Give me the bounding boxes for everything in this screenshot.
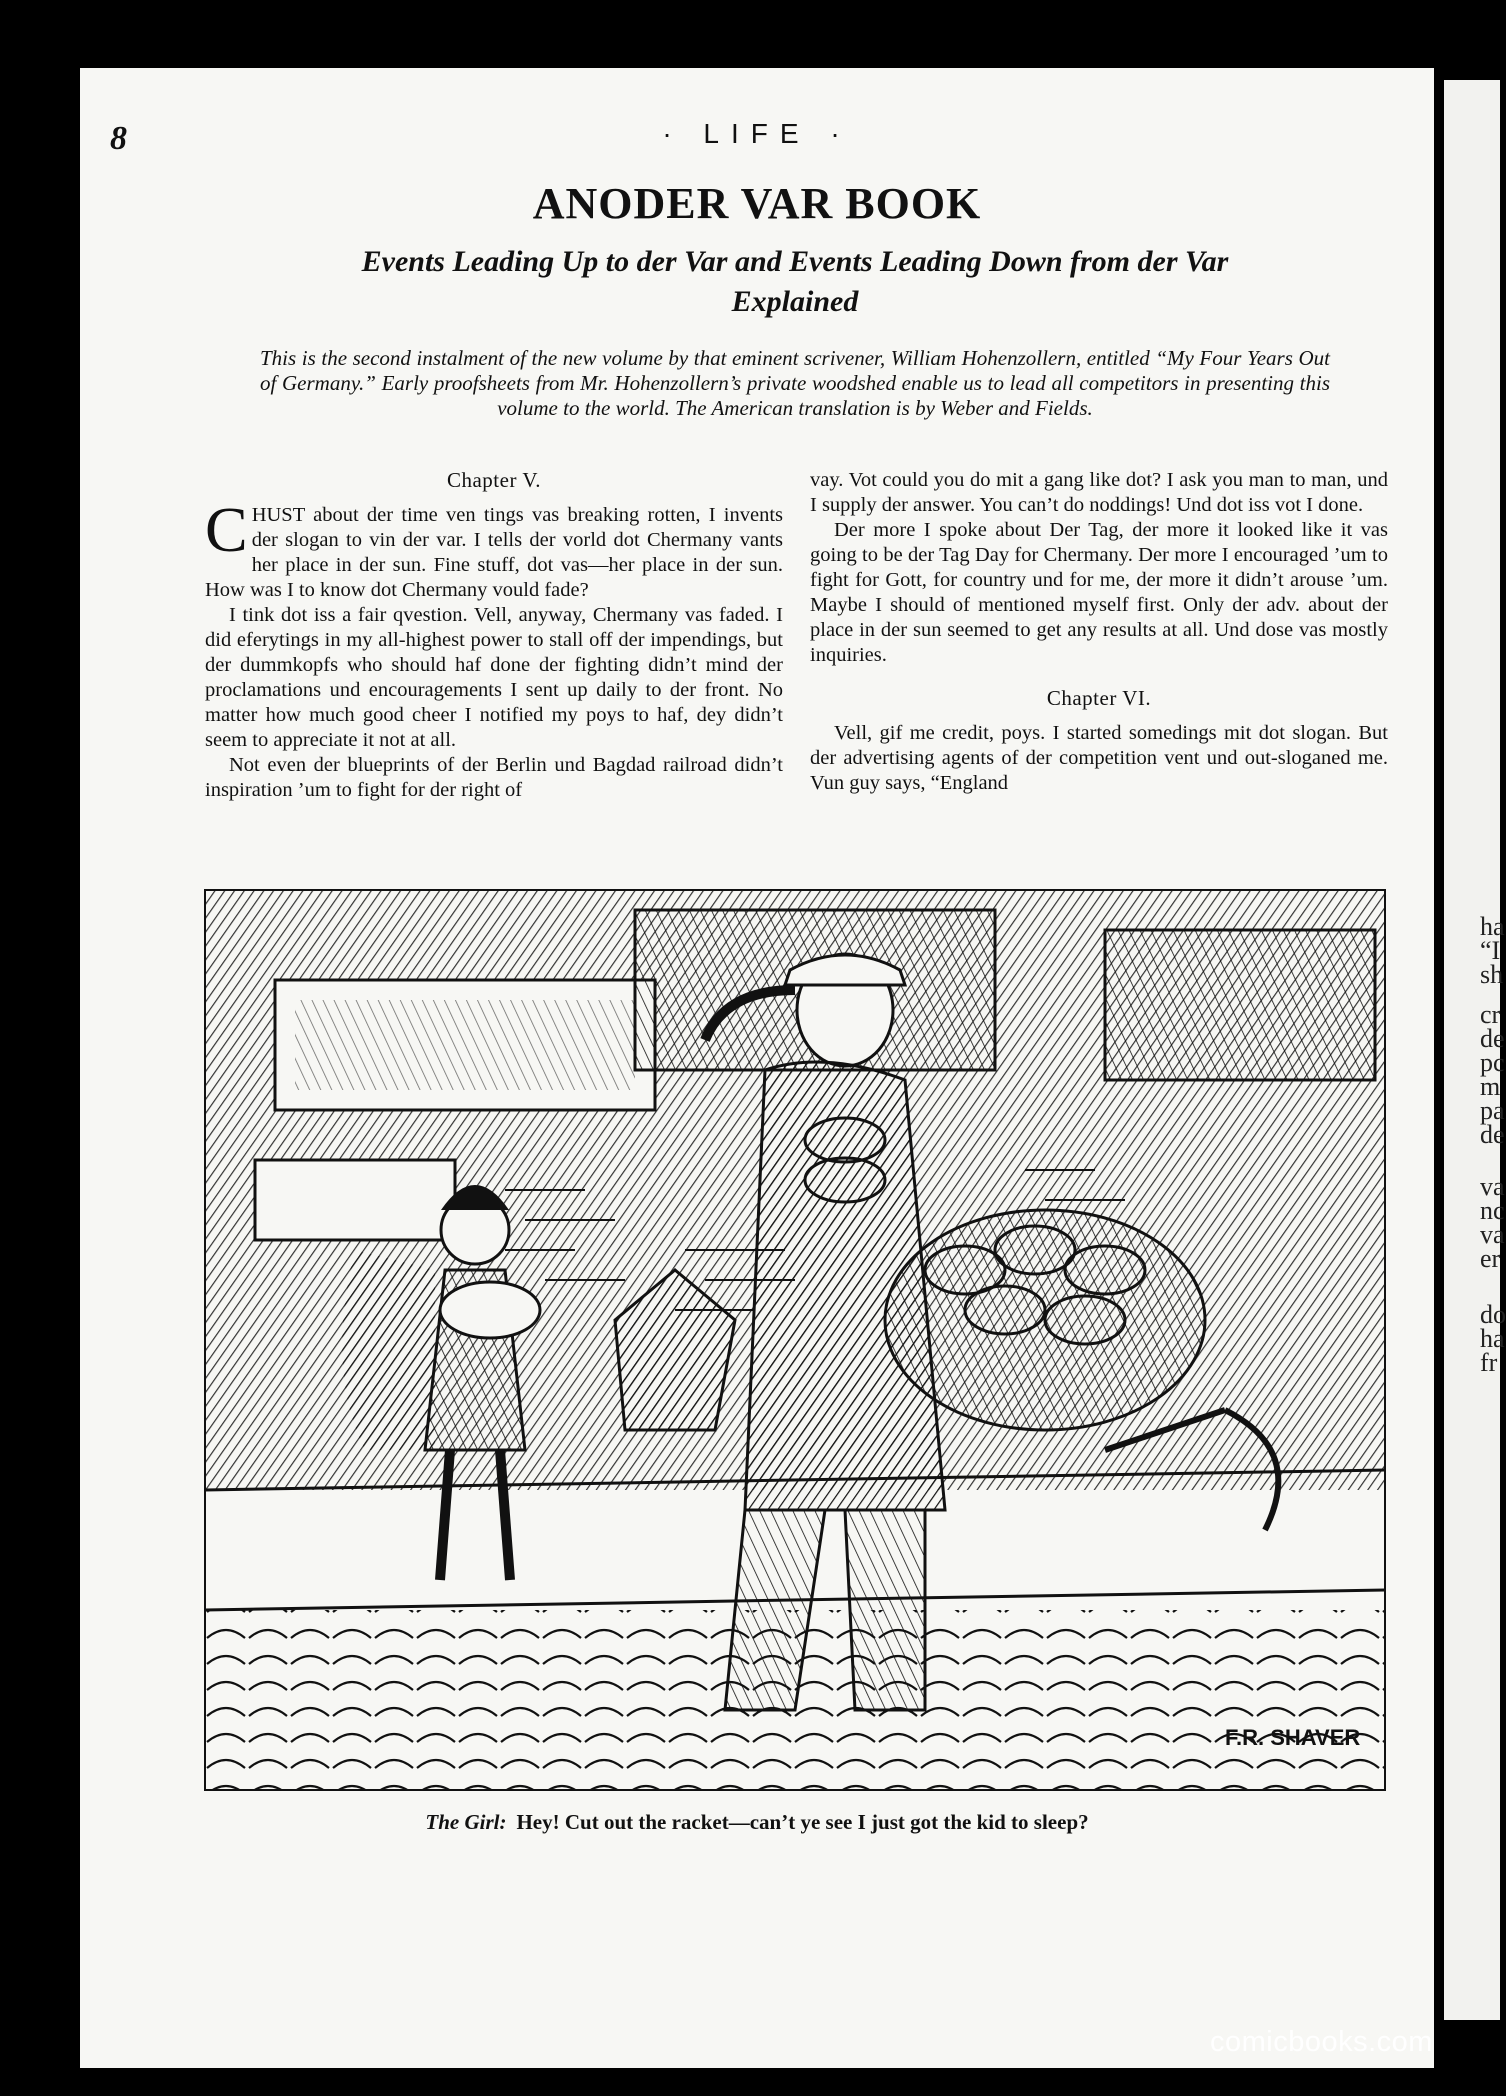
caption-text: Hey! Cut out the racket—can’t ye see I just got the kid to sleep? [516, 1810, 1089, 1834]
adjacent-fragment: er [1480, 1244, 1501, 1273]
adjacent-fragment: ha [1480, 1324, 1505, 1353]
article-intro: This is the second instalment of the new volume by that eminent scrivener, William Hohenzollern, entitled “My Four Years Out of Germany.” Early proofsheets from Mr. Hohenzollern’s private woodshed enable us to lead all competitors in presenting this volume to the world. The American translation is by Weber and Fields. [260, 346, 1330, 420]
paragraph: Not even der blueprints of der Berlin und Bagdad railroad didn’t inspiration ’um to fight for der right of [205, 754, 783, 801]
chapter-heading: Chapter V. [446, 468, 542, 492]
adjacent-fragment: pa [1480, 1096, 1505, 1125]
article-subtitle: Events Leading Up to der Var and Events Leading Down from der Var Explained [361, 245, 1229, 318]
adjacent-fragment: de [1480, 1024, 1505, 1053]
adjacent-fragment: sh [1480, 960, 1504, 989]
adjacent-fragment: fr [1480, 1348, 1498, 1377]
adjacent-fragment: de [1480, 1120, 1505, 1149]
article-title: ANODER VAR BOOK [532, 179, 982, 228]
running-head: · LIFE · [662, 118, 852, 149]
adjacent-fragment: va [1480, 1172, 1505, 1201]
paragraph: vay. Vot could you do mit a gang like dot? I ask you man to man, und I supply der answer. You can’t do noddings! Und dot iss vot I done. [810, 469, 1388, 516]
text-column-left [205, 468, 783, 803]
page-number: 8 [110, 120, 127, 157]
adjacent-fragment: ha [1480, 912, 1505, 941]
adjacent-fragment: pc [1480, 1048, 1505, 1077]
cartoon-drawing [205, 890, 1385, 1790]
chapter-heading: Chapter VI. [1046, 686, 1152, 710]
caption-speaker: The Girl: [425, 1810, 507, 1834]
drop-cap: C [205, 494, 248, 565]
adjacent-fragment: “I [1480, 936, 1501, 965]
watermark-text: comicbooks.com [1210, 2026, 1433, 2058]
adjacent-fragment: cr [1480, 1000, 1501, 1029]
cartoon-caption [80, 1810, 1434, 1835]
adjacent-fragment: m [1480, 1072, 1501, 1101]
paragraph: Der more I spoke about Der Tag, der more it looked like it vas going to be der Tag Day for Chermany. Der more I encouraged ’um to fight for Gott, for country und for me, der more it didn’t arouse ’um. Maybe I should of mentioned myself first. Only der adv. about der place in der sun seemed to get any results at all. Und dose vas mostly inquiries. [810, 519, 1388, 666]
text-column-right [810, 468, 1388, 796]
adjacent-fragment: nc [1480, 1196, 1505, 1225]
adjacent-fragment: do [1480, 1300, 1506, 1329]
artist-signature: F.R. SHAVER [1225, 1725, 1361, 1750]
paragraph: I tink dot iss a fair qvestion. Vell, anyway, Chermany vas faded. I did eferytings in my all-highest power to stall off der impendings, but der dummkopfs who should haf done der fighting didn’t mind der proclamations und encouragements I sent up daily to der front. No matter how much good cheer I notified my poys to haf, dey didn’t seem to appreciate it not at all. [205, 604, 783, 751]
adjacent-fragment: va [1480, 1220, 1505, 1249]
cartoon-illustration [205, 890, 1385, 1790]
paragraph [205, 494, 783, 603]
paragraph: Vell, gif me credit, poys. I started somedings mit dot slogan. But der advertising agents of der competition vent und out-sloganed me. Vun guy says, “England [810, 722, 1388, 794]
paragraph-text: HUST about der time ven tings vas breaking rotten, I invents der slogan to vin der var. I tells der vorld dot Chermany vants her place in der sun. Fine stuff, dot vas—her place in der sun. How was I to know dot Chermany vould fade? [205, 504, 783, 601]
